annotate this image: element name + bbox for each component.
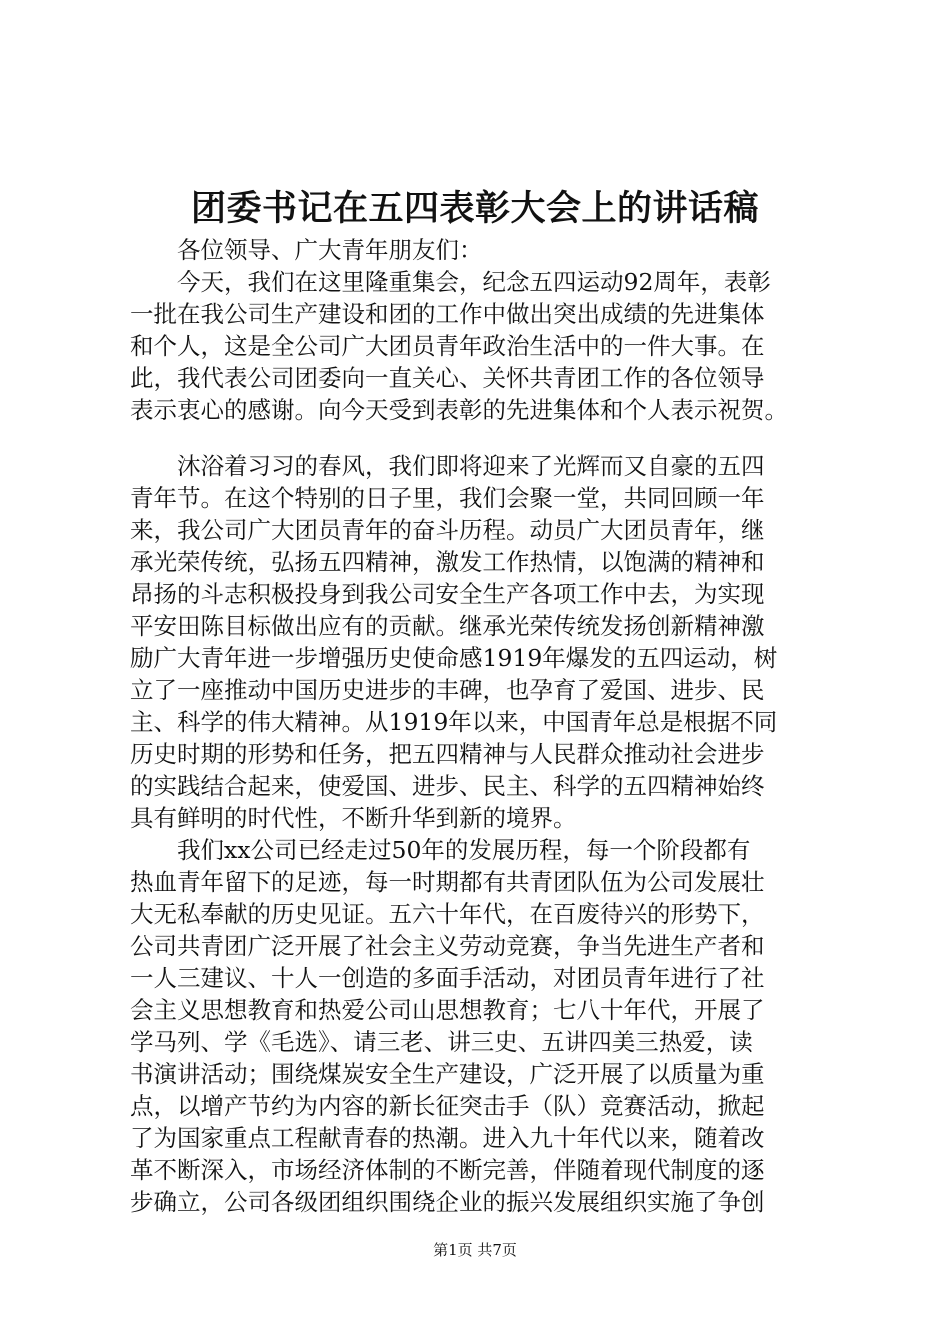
text-line: 大无私奉献的历史见证。五六十年代，在百废待兴的形势下， [130, 900, 765, 928]
text-line: 点，以增产节约为内容的新长征突击手（队）竞赛活动，掀起 [130, 1092, 765, 1120]
text-line: 沐浴着习习的春风，我们即将迎来了光辉而又自豪的五四 [130, 452, 765, 480]
text-line: 步确立，公司各级团组织围绕企业的振兴发展组织实施了争创 [130, 1188, 765, 1216]
text-line: 承光荣传统，弘扬五四精神，激发工作热情，以饱满的精神和 [130, 548, 765, 576]
text-line: 和个人，这是全公司广大团员青年政治生活中的一件大事。在 [130, 332, 765, 360]
text-line: 学马列、学《毛选》、请三老、讲三史、五讲四美三热爱，读 [130, 1028, 753, 1056]
text-line: 的实践结合起来，使爱国、进步、民主、科学的五四精神始终 [130, 772, 765, 800]
text-line: 一批在我公司生产建设和团的工作中做出突出成绩的先进集体 [130, 300, 765, 328]
text-line: 一人三建议、十人一创造的多面手活动，对团员青年进行了社 [130, 964, 765, 992]
text-line: 革不断深入，市场经济体制的不断完善，伴随着现代制度的逐 [130, 1156, 765, 1184]
page-footer: 第1页 共7页 [433, 1241, 517, 1259]
text-line: 了为国家重点工程献青春的热潮。进入九十年代以来，随着改 [130, 1124, 765, 1152]
text-line: 具有鲜明的时代性，不断升华到新的境界。 [130, 804, 577, 832]
text-line: 历史时期的形势和任务，把五四精神与人民群众推动社会进步 [130, 740, 765, 768]
text-line: 我们xx公司已经走过50年的发展历程，每一个阶段都有 [130, 836, 751, 864]
text-line: 书演讲活动；围绕煤炭安全生产建设，广泛开展了以质量为重 [130, 1060, 765, 1088]
text-line: 青年节。在这个特别的日子里，我们会聚一堂，共同回顾一年 [130, 484, 765, 512]
text-line: 会主义思想教育和热爱公司山思想教育；七八十年代，开展了 [130, 996, 765, 1024]
text-line: 平安田陈目标做出应有的贡献。继承光荣传统发扬创新精神激 [130, 612, 765, 640]
text-line: 今天，我们在这里隆重集会，纪念五四运动92周年，表彰 [130, 268, 771, 296]
text-line: 励广大青年进一步增强历史使命感1919年爆发的五四运动，树 [130, 644, 778, 672]
text-line: 热血青年留下的足迹，每一时期都有共青团队伍为公司发展壮 [130, 868, 765, 896]
text-line: 公司共青团广泛开展了社会主义劳动竞赛，争当先进生产者和 [130, 932, 765, 960]
text-line: 此，我代表公司团委向一直关心、关怀共青团工作的各位领导 [130, 364, 765, 392]
text-line: 立了一座推动中国历史进步的丰碑，也孕育了爱国、进步、民 [130, 676, 765, 704]
text-line: 昂扬的斗志积极投身到我公司安全生产各项工作中去，为实现 [130, 580, 765, 608]
text-line: 来，我公司广大团员青年的奋斗历程。动员广大团员青年，继 [130, 516, 765, 544]
page-title: 团委书记在五四表彰大会上的讲话稿 [190, 188, 759, 229]
text-line: 表示衷心的感谢。向今天受到表彰的先进集体和个人表示祝贺。 [130, 396, 788, 424]
text-line: 主、科学的伟大精神。从1919年以来，中国青年总是根据不同 [130, 708, 778, 736]
text-line: 各位领导、广大青年朋友们： [130, 236, 483, 264]
